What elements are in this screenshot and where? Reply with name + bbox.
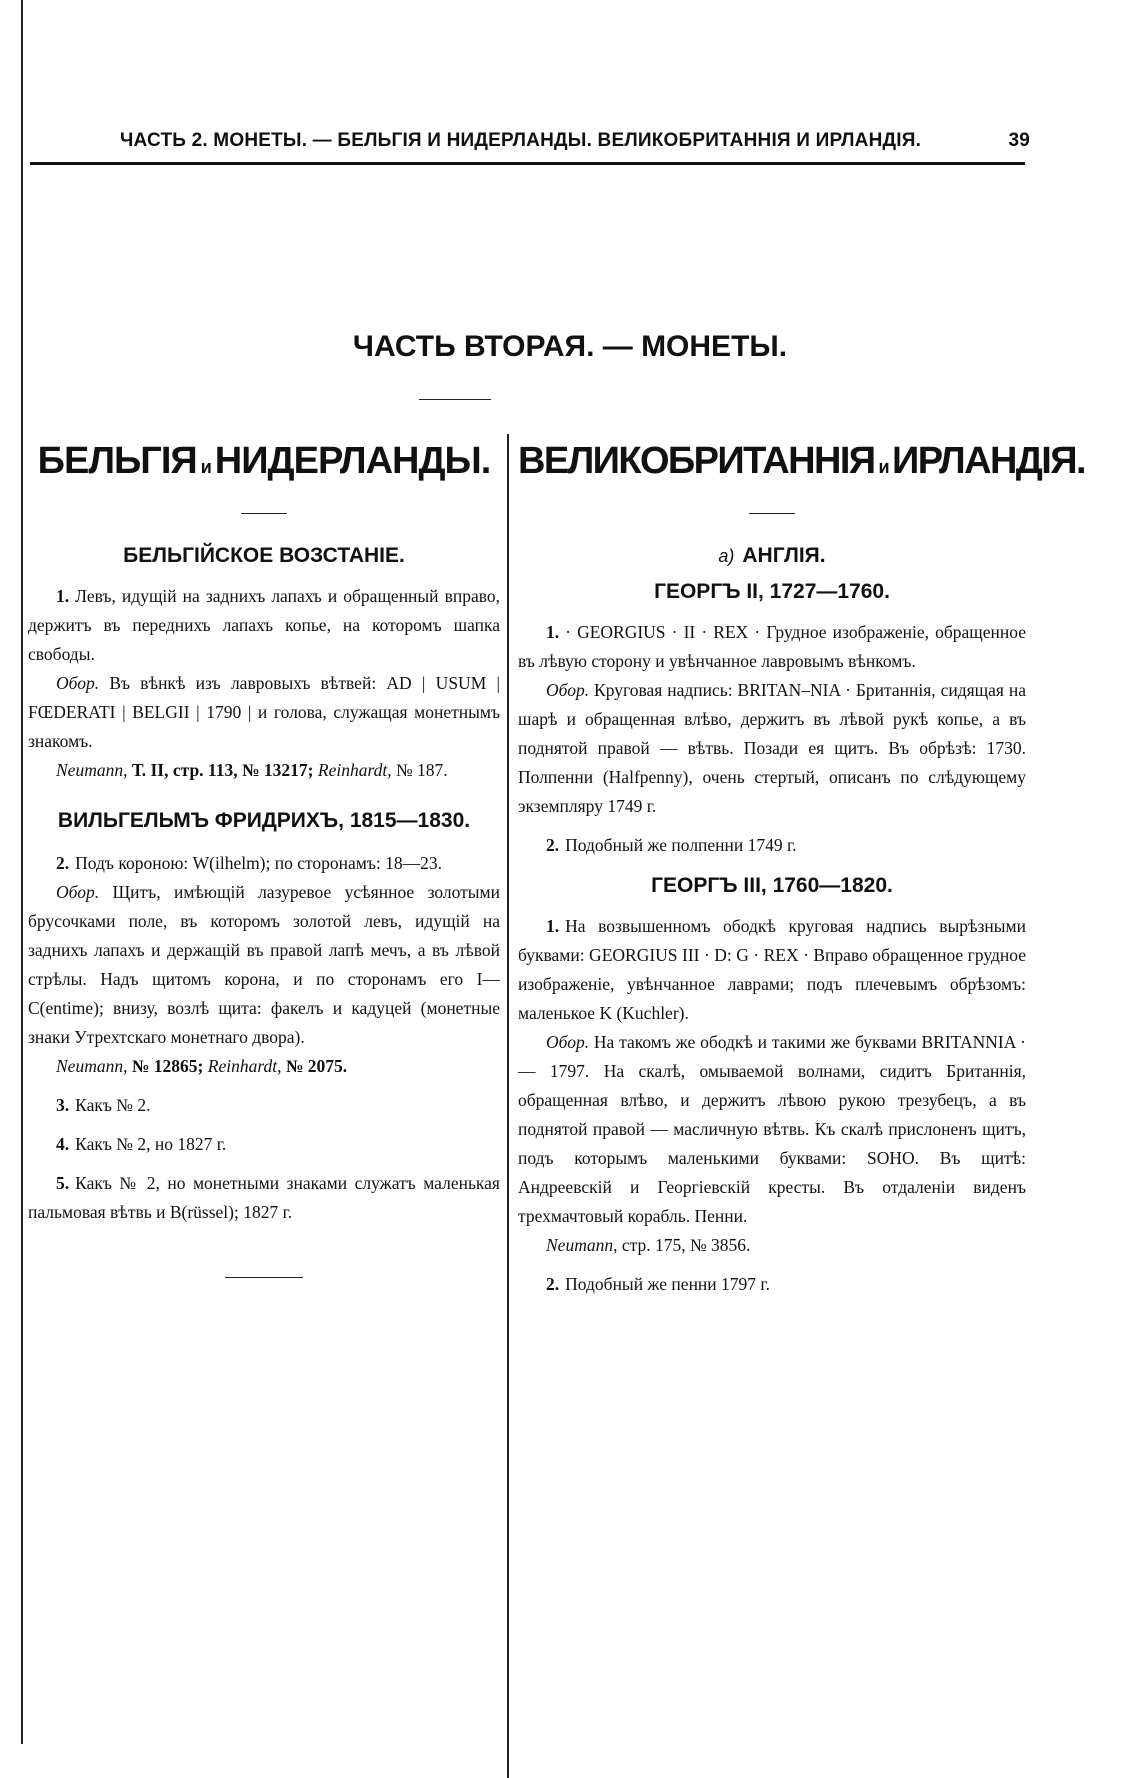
right-column (518, 440, 1085, 1299)
country-heading-great-britain: ВЕЛИКОБРИТАННІЯ и ИРЛАНДІЯ. (518, 440, 1085, 482)
entry-r1-obverse: Обор. Круговая надпись: BRITAN–NIA · Британнія, сидящая на шарѣ и обращенная влѣво, держитъ въ лѣвой рукѣ копье, а въ поднятой правой — вѣтвь. Позади ея щитъ. Въ обрѣзѣ: 1730. Полпенни (Halfpenny), очень стертый, описанъ по слѣдующему экземпляру 1749 г. (518, 680, 1027, 816)
page-number: 39 (1008, 130, 1030, 151)
entry-r3-obverse: Обор. На такомъ же ободкѣ и такими же буквами BRITANNIA · — 1797. На скалѣ, омываемой волнами, сидитъ Британнія, обращенная влѣво, и держитъ лѣвою рукою трезубецъ, а въ поднятой правой — масличную вѣтвь. Къ скалѣ прислоненъ щитъ, подъ которымъ маленькими буквами: SOHO. Въ щитѣ: Андреевскій и Георгіевскій кресты. Въ отдаленіи виденъ трехмачтовый корабль. Пенни. (518, 1032, 1027, 1226)
entry-3: 3. Какъ № 2. (56, 1095, 151, 1115)
country-heading-belgium: БЕЛЬГІЯ и НИДЕРЛАНДЫ. (37, 440, 491, 482)
entry-2-reference: Neumann, № 12865; Reinhardt, № 2075. (56, 1056, 348, 1076)
header-title: ЧАСТЬ 2. МОНЕТЫ. — БЕЛЬГІЯ И НИДЕРЛАНДЫ. ВЕЛИКОБРИТАННІЯ И ИРЛАНДІЯ. (120, 130, 922, 151)
entry-r1: 1. · GEORGIUS · II · REX · Грудное изображеніе, обращенное въ лѣвую сторону и увѣнчанное лавровымъ вѣнкомъ. (518, 622, 1026, 671)
king-heading-george-iii: ГЕОРГЪ III, 1760—1820. (651, 874, 893, 897)
left-column (28, 440, 500, 1278)
end-rule (225, 1277, 303, 1278)
header-rule (30, 162, 1025, 165)
section-heading-willem-frederik: ВИЛЬГЕЛЬМЪ ФРИДРИХЪ, 1815—1830. (57, 809, 471, 832)
entry-1: 1. Левъ, идущій на заднихъ лапахъ и обращенный вправо, держитъ въ переднихъ лапахъ копье, на которомъ шапка свободы. (28, 586, 500, 664)
entry-4: 4. Какъ № 2, но 1827 г. (56, 1134, 227, 1154)
entry-5: 5. Какъ № 2, но монетными знаками служатъ маленькая пальмовая вѣтвь и B(rüssel); 1827 г. (28, 1173, 500, 1222)
page-edge-line (21, 0, 23, 1744)
column-divider (507, 434, 509, 1778)
section-heading-england: a) АНГЛІЯ. (718, 544, 826, 567)
king-heading-george-ii: ГЕОРГЪ II, 1727—1760. (654, 580, 890, 603)
entry-r4: 2. Подобный же пенни 1797 г. (546, 1274, 770, 1294)
part-title-rule (419, 399, 491, 400)
entry-2: 2. Подъ короною: W(ilhelm); по сторонамъ: 18—23. (56, 853, 443, 873)
part-title: ЧАСТЬ ВТОРАЯ. — МОНЕТЫ. (352, 330, 788, 363)
entry-1-obverse: Обор. Въ вѣнкѣ изъ лавровыхъ вѣтвей: AD | USUM | FŒDERATI | BELGII | 1790 | и голова, служащая монетнымъ знакомъ. (28, 673, 500, 751)
running-header (120, 130, 1030, 152)
section-heading-belgian-revolution: БЕЛЬГІЙСКОЕ ВОЗСТАНІЕ. (123, 544, 405, 567)
entry-r3-reference: Neumann, стр. 175, № 3856. (546, 1235, 751, 1255)
entry-r2: 2. Подобный же полпенни 1749 г. (546, 835, 797, 855)
entry-2-obverse: Обор. Щитъ, имѣющій лазуревое усѣянное золотыми брусочками поле, въ которомъ золотой левъ, идущій на заднихъ лапахъ и держащій въ правой лапѣ мечъ, а въ лѣвой стрѣлы. Надъ щитомъ корона, и по сторонамъ его I—C(entime); внизу, возлѣ щита: факелъ и кадуцей (монетные знаки Утрехтскаго монетнаго двора). (28, 882, 500, 1047)
section-rule (749, 513, 795, 514)
entry-1-reference: Neumann, Т. II, стр. 113, № 13217; Reinhardt, № 187. (56, 760, 448, 780)
entry-r3: 1. На возвышенномъ ободкѣ круговая надпись вырѣзными буквами: GEORGIUS III · D: G · REX · Вправо обращенное грудное изображеніе, увѣнчанное лаврами; подъ плечевымъ обрѣзомъ: маленькое K (Kuchler). (518, 916, 1026, 1023)
section-rule (241, 513, 287, 514)
